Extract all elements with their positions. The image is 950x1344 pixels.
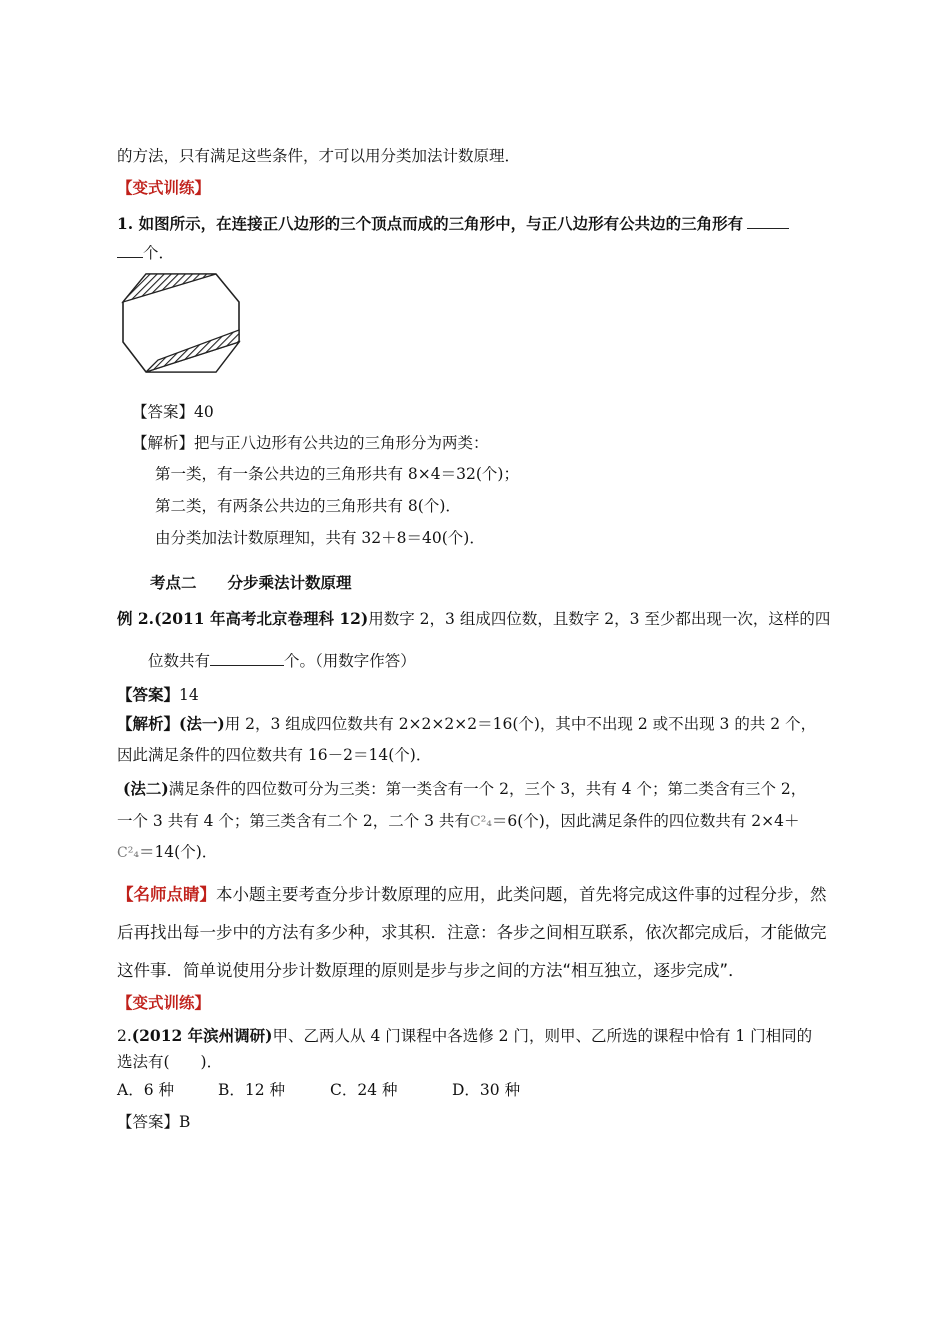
q2-option-c: C．24 种 xyxy=(330,1081,398,1099)
ex2-source: (2011 年高考北京卷理科 12) xyxy=(154,609,369,628)
ex2-method2-label: (法二) xyxy=(123,779,169,798)
ex2-tip-a: 本小题主要考查分步计数原理的应用，此类问题，首先将完成这件事的过程分步，然 xyxy=(216,885,827,904)
ex2-text-a: 用数字 2，3 组成四位数，且数字 2，3 至少都出现一次，这样的四 xyxy=(368,610,831,628)
ex2-method2-line2 xyxy=(117,812,799,831)
intro-tail-text: 的方法，只有满足这些条件，才可以用分类加法计数原理． xyxy=(117,147,521,165)
ex2-line2 xyxy=(148,651,416,671)
ex2-tip-b: 后再找出每一步中的方法有多少种，求其积．注意：各步之间相互联系，依次都完成后，才能做完 xyxy=(117,923,827,942)
q2-answer: 【答案】B xyxy=(117,1113,191,1131)
q1-text-b: 个． xyxy=(143,244,175,262)
q1-blank-b xyxy=(117,243,143,258)
octagon-figure xyxy=(118,270,244,380)
ex2-method2-line3 xyxy=(117,843,217,862)
section-title: 考点二 分步乘法计数原理 xyxy=(150,574,352,592)
variant-heading-1: 【变式训练】 xyxy=(117,179,211,197)
ex2-tip-line1 xyxy=(117,885,827,905)
comb-symbol-1: C²₄ xyxy=(469,814,492,830)
q1-answer: 【答案】40 xyxy=(132,403,214,421)
ex2-label: 例 2. xyxy=(117,609,155,628)
ex2-method1-a: 用 2，3 组成四位数共有 2×2×2×2＝16(个)，其中不出现 2 或不出现 3 的共 2 个， xyxy=(224,715,817,733)
ex2-method1-b: 因此满足条件的四位数共有 16－2＝14(个)． xyxy=(117,746,432,764)
ex2-answer-line xyxy=(117,686,199,705)
q1-blank-a xyxy=(747,214,789,229)
ex2-tip-c: 这件事．简单说使用分步计数原理的原则是步与步之间的方法“相互独立，逐步完成”． xyxy=(117,961,745,980)
ex2-method2-b2: ＝6(个)，因此满足条件的四位数共有 2×4＋ xyxy=(491,812,800,830)
q1-text-line2 xyxy=(117,243,174,263)
variant-heading-2: 【变式训练】 xyxy=(117,994,211,1012)
ex2-method2-c2: ＝14(个)． xyxy=(138,843,218,861)
q1-text-line1 xyxy=(117,214,789,234)
q2-source: (2012 年滨州调研) xyxy=(131,1026,273,1045)
q2-option-d: D．30 种 xyxy=(452,1081,521,1099)
ex2-method1-line1 xyxy=(117,715,816,734)
q1-step1: 第一类，有一条公共边的三角形共有 8×4＝32(个)； xyxy=(155,465,519,483)
ex2-line1 xyxy=(117,610,830,629)
q1-conclusion: 由分类加法计数原理知，共有 32＋8＝40(个)． xyxy=(155,529,485,547)
q1-analysis: 【解析】把与正八边形有公共边的三角形分为两类： xyxy=(132,434,489,452)
q2-option-a: A．6 种 xyxy=(117,1081,174,1099)
q2-line1 xyxy=(117,1027,812,1046)
ex2-blank xyxy=(210,651,284,666)
ex2-method2-line1 xyxy=(123,780,806,799)
ex2-method2-a: 满足条件的四位数可分为三类：第一类含有一个 2，三个 3，共有 4 个；第二类含有三个 2， xyxy=(168,780,807,798)
ex2-analysis-label: 【解析】 xyxy=(117,714,180,733)
q1-step2: 第二类，有两条公共边的三角形共有 8(个)． xyxy=(155,497,461,515)
q2-text-a: 甲、乙两人从 4 门课程中各选修 2 门，则甲、乙所选的课程中恰有 1 门相同的 xyxy=(272,1027,813,1045)
q2-option-b: B．12 种 xyxy=(218,1081,286,1099)
ex2-text-b1: 位数共有 xyxy=(148,652,211,670)
ex2-method2-b1: 一个 3 共有 4 个；第三类含有二个 2，二个 3 共有 xyxy=(117,812,470,830)
q2-label: 2. xyxy=(117,1027,132,1045)
ex2-text-b2: 个。（用数字作答） xyxy=(284,652,416,670)
comb-symbol-2: C²₄ xyxy=(117,845,139,861)
ex2-answer-value: 14 xyxy=(179,686,199,704)
ex2-method1-label: (法一) xyxy=(179,714,225,733)
q1-text-a: 1. 如图所示，在连接正八边形的三个顶点而成的三角形中，与正八边形有公共边的三角形有 xyxy=(117,214,744,233)
q2-text-b: 选法有( )． xyxy=(117,1053,223,1071)
ex2-answer-label: 【答案】 xyxy=(117,685,180,704)
ex2-tip-label: 【名师点睛】 xyxy=(117,885,216,904)
